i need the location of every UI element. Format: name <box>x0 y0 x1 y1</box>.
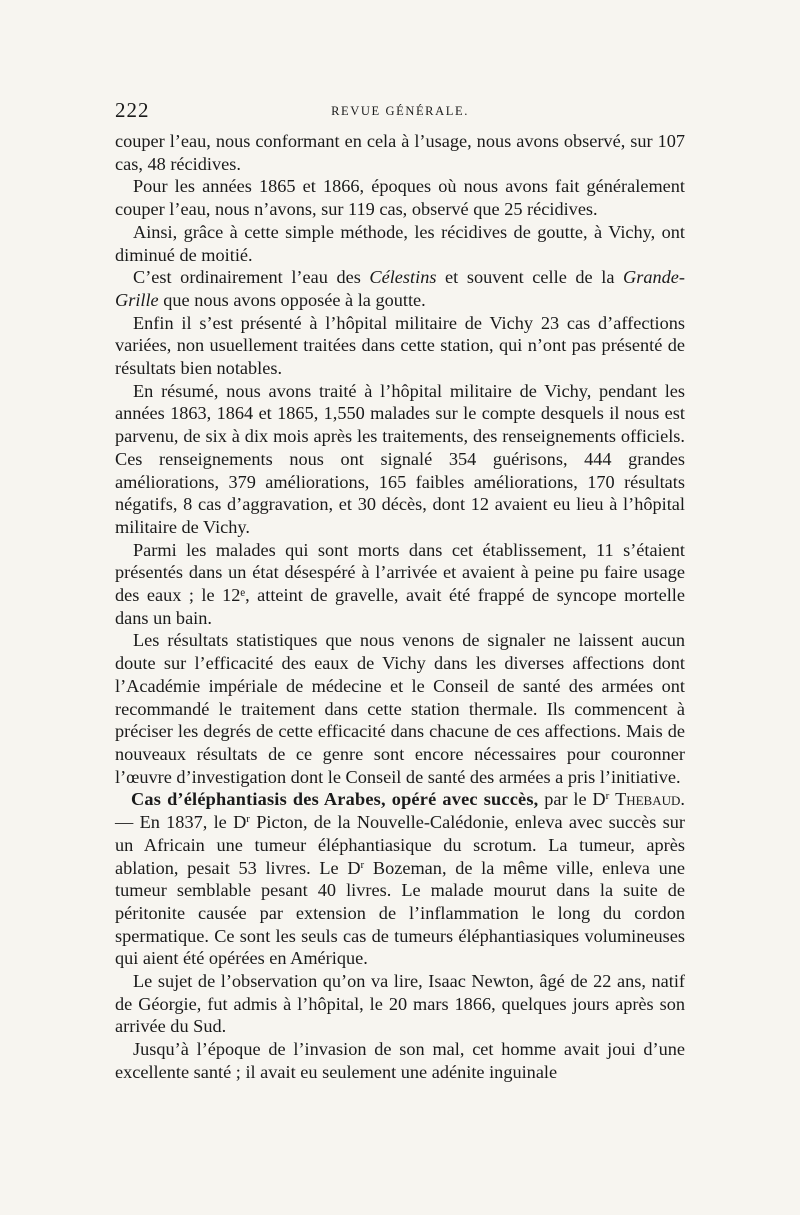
paragraph-ainsi: Ainsi, grâce à cette simple méthode, les récidives de goutte, à Vichy, ont diminué de moitié. <box>115 221 685 265</box>
journal-page <box>115 98 685 1084</box>
running-head <box>115 98 685 128</box>
author-name: Thebaud <box>615 789 681 810</box>
superscript: r <box>605 790 610 803</box>
paragraph-continuation: couper l’eau, nous conformant en cela à l’usage, nous avons observé, sur 107 cas, 48 récidives. <box>115 131 685 174</box>
paragraph-1865-1866: Pour les années 1865 et 1866, époques où nous avons fait généralement couper l’eau, nous n’avons, sur 119 cas, observé que 25 récidives. <box>115 176 685 220</box>
paragraph-text: et souvent celle de la <box>436 267 624 288</box>
superscript: r <box>360 858 365 871</box>
paragraph-resultats: Les résultats statistiques que nous venons de signaler ne laissent aucun doute sur l’efficacité des eaux de Vichy dans les diverses affections dont l’Académie impériale de médecine et le Conseil de santé des armées ont recommandé le traitement dans cette station thermale. Ils commencent à préciser les degrés de cette efficacité dans chacune de ces affections. Mais de nouveaux résultats de ce genre sont encore nécessaires pour couronner l’œuvre d’investigation dont le Conseil de santé des armées a pris l’initiative. <box>115 630 685 787</box>
spring-name-grande-grille: Grande-Grille <box>115 267 685 310</box>
paragraph-text: Picton, de la Nouvelle-Calédonie, enleva avec succès sur un Africain une tumeur éléphantiasique du scrotum. La tumeur, après ablation, pesait 53 livres. Le D <box>115 812 686 878</box>
paragraph-text: Bozeman, de la même ville, enleva une tumeur semblable pesant 40 livres. Le malade mourut dans la suite de péritonite causée par extension de l’inflammation le long du cordon spermatique. Ce sont les seuls cas de tumeurs éléphantiasiques volumineuses qui aient été opérées en Amérique. <box>115 857 685 969</box>
paragraph-sujet: Le sujet de l’observation qu’on va lire, Isaac Newton, âgé de 22 ans, natif de Géorgie, fut admis à l’hôpital, le 20 mars 1866, quelques jours après son arrivée du Sud. <box>115 971 685 1037</box>
paragraph-elephantiasis <box>115 788 685 970</box>
section-heading: Cas d’éléphantiasis des Arabes, opéré avec succès, <box>131 789 539 810</box>
spring-name-celestins: Célestins <box>369 267 437 288</box>
page-number: 222 <box>115 98 150 122</box>
paragraph-text: par le D <box>538 789 606 810</box>
paragraph-enfin: Enfin il s’est présenté à l’hôpital militaire de Vichy 23 cas d’affections variées, non usuellement traitées dans cette station, qui n’ont pas présenté de résultats bien notables. <box>115 312 685 379</box>
paragraph-celestins <box>115 266 685 311</box>
paragraph-text: que nous avons opposée à la goutte. <box>158 289 426 310</box>
paragraph-resume: En résumé, nous avons traité à l’hôpital militaire de Vichy, pendant les années 1863, 1864 et 1865, 1,550 malades sur le compte desquels il nous est parvenu, de six à dix mois après les traitements, des renseignements officiels. Ces renseignements nous ont signalé 354 guérisons, 444 grandes améliorations, 379 améliorations, 165 faibles améliorations, 170 résultats négatifs, 8 cas d’aggravation, et 30 décès, dont 12 avaient eu lieu à l’hôpital militaire de Vichy. <box>115 380 685 537</box>
running-title: REVUE GÉNÉRALE. <box>331 104 469 118</box>
article-body <box>115 130 685 1084</box>
paragraph-text: C’est ordinairement l’eau des <box>133 267 370 288</box>
paragraph-jusqua: Jusqu’à l’époque de l’invasion de son mal, cet homme avait joui d’une excellente santé ; il avait eu seulement une adénite inguinale <box>115 1039 685 1082</box>
paragraph-parmi: Parmi les malades qui sont morts dans cet établissement, 11 s’étaient présentés dans un état désespéré à l’arrivée et avaient à peine pu faire usage des eaux ; le 12ᵉ, atteint de gravelle, avait été frappé de syncope mortelle dans un bain. <box>115 539 685 628</box>
superscript: r <box>246 813 250 826</box>
paragraph-text: . — En 1837, le D <box>115 789 685 833</box>
